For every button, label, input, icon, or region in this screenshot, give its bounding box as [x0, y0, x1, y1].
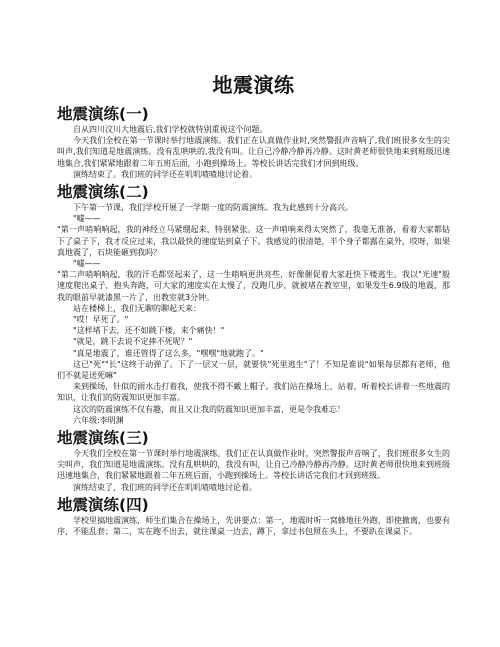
- paragraph: "真是地震了，谁还管得了这么多，"嘿嘿"地就跑了。": [73, 348, 264, 358]
- paragraph: 这已"死""长"这终于动弹了。下了一层又一层，就要快"死里逃生"了！不知是谁说"如果每层都有老师，他们不就是送死嘛": [57, 359, 450, 381]
- paragraph: "哎！早死了。": [73, 315, 129, 325]
- paragraph: "嘘——: [73, 214, 101, 224]
- paragraph: "就是，跳下去说不定摔不死呢？": [73, 337, 193, 347]
- paragraph: "第二声哨响响起，我的汗毛都竖起来了，这一生哨响更洪亮些，好像催促着大家赶快下楼逃生。我以"光速"般速度爬出桌子，抱头奔跑，可大家的速度实在太慢了，没跑几步，就被堵在教室里，如果发生6.9级的地震，那我的眼前早就漆黑一片了，出教室就3分钟。: [57, 270, 450, 302]
- paragraph: 这次的防震演练不仅有趣，而且又让我的防震知识更加丰富，更是令我难忘！: [73, 404, 345, 414]
- section-4: [57, 495, 450, 537]
- paragraph: 下午第一节课，我们学校开展了一学期一度的防震演练。我为此感到十分高兴。: [73, 203, 353, 213]
- paragraph: "第一声哨响响起，我的神经立马紧绷起来，特别紧张。这一声哨响来得太突然了，我毫无准备，看着大家都钻下了桌子下，我才反应过来，我以最快的速度钻到桌子下。我感觉的很清楚，半个身子都露在桌外，哎呀，如果真地震了，石块能砸到我吗？: [57, 225, 450, 257]
- document-title: 地震演练: [212, 73, 295, 97]
- section-3: [57, 428, 450, 493]
- paragraph: 学校里搞地震演练，师生们集合在操场上，先讲要点：第一，地震时听一窝蜂地往外跑，即使撤离，也要有序，不能乱套；第二，实在跑不出去，就往课桌一边去，蹲下，拿过书包照在头上，不要趴在课桌下。: [57, 515, 450, 537]
- paragraph: 演练结束了，我们班的同学还在叽叽喳喳地讨论着。: [73, 482, 257, 492]
- paragraph: "嘘——: [73, 259, 101, 269]
- paragraph: 演练结束了。我们班的同学还在叽叽喳喳地讨论着。: [73, 169, 257, 179]
- paragraph: 今天我们全校在第一节课时举行地震演练。我们正在认真做作业时,突然警报声音响了,我们班很多女生的尖叫声,我们知道是地震演练。没有乱哄哄的,我没有叫。让自己冷静冷静再冷静。这时黄老师很快地来到班级迅速地集合,我们紧紧地跟着二年五班后面，小跑到操场上。等校长讲话完我们才回到班级。: [57, 136, 450, 168]
- paragraph: "这样堵下去，还不如跳下楼，来个痛快！": [73, 326, 225, 336]
- paragraph: 今天我们全校在第一节课时举行地震演练。我们正在认真做作业时，突然警报声音响了，我们班很多女生的尖叫声，我们知道是地震演练。没有乱哄哄的，我没有叫，让自己冷静冷静再冷静。这时黄老师很快地来到班级迅速地集合，我们紧紧地跟着二年五班后面，小跑到操场上。等校长讲话完我们才回到班级。: [57, 449, 450, 481]
- paragraph: 站在楼梯上，我们无聊的聊起天来：: [73, 303, 201, 313]
- section-heading: 地震演练(一): [57, 105, 149, 123]
- section-heading: 地震演练(二): [57, 183, 149, 202]
- paragraph-author: 六年级:李明渊: [73, 415, 124, 425]
- section-2: [57, 182, 450, 426]
- paragraph: 来到操场，针似的雨水击打着我，使我不得不戴上帽子。我们站在操场上，站着，听着校长讲着一些地震的知识，让我们的防震知识更加丰富。: [57, 382, 450, 403]
- section-heading: 地震演练(四): [57, 495, 149, 514]
- paragraph: 自从四川汶川大地震后,我们学校就特别重视这个问题。: [73, 125, 268, 134]
- section-heading: 地震演练(三): [57, 429, 149, 448]
- section-1: [57, 104, 450, 180]
